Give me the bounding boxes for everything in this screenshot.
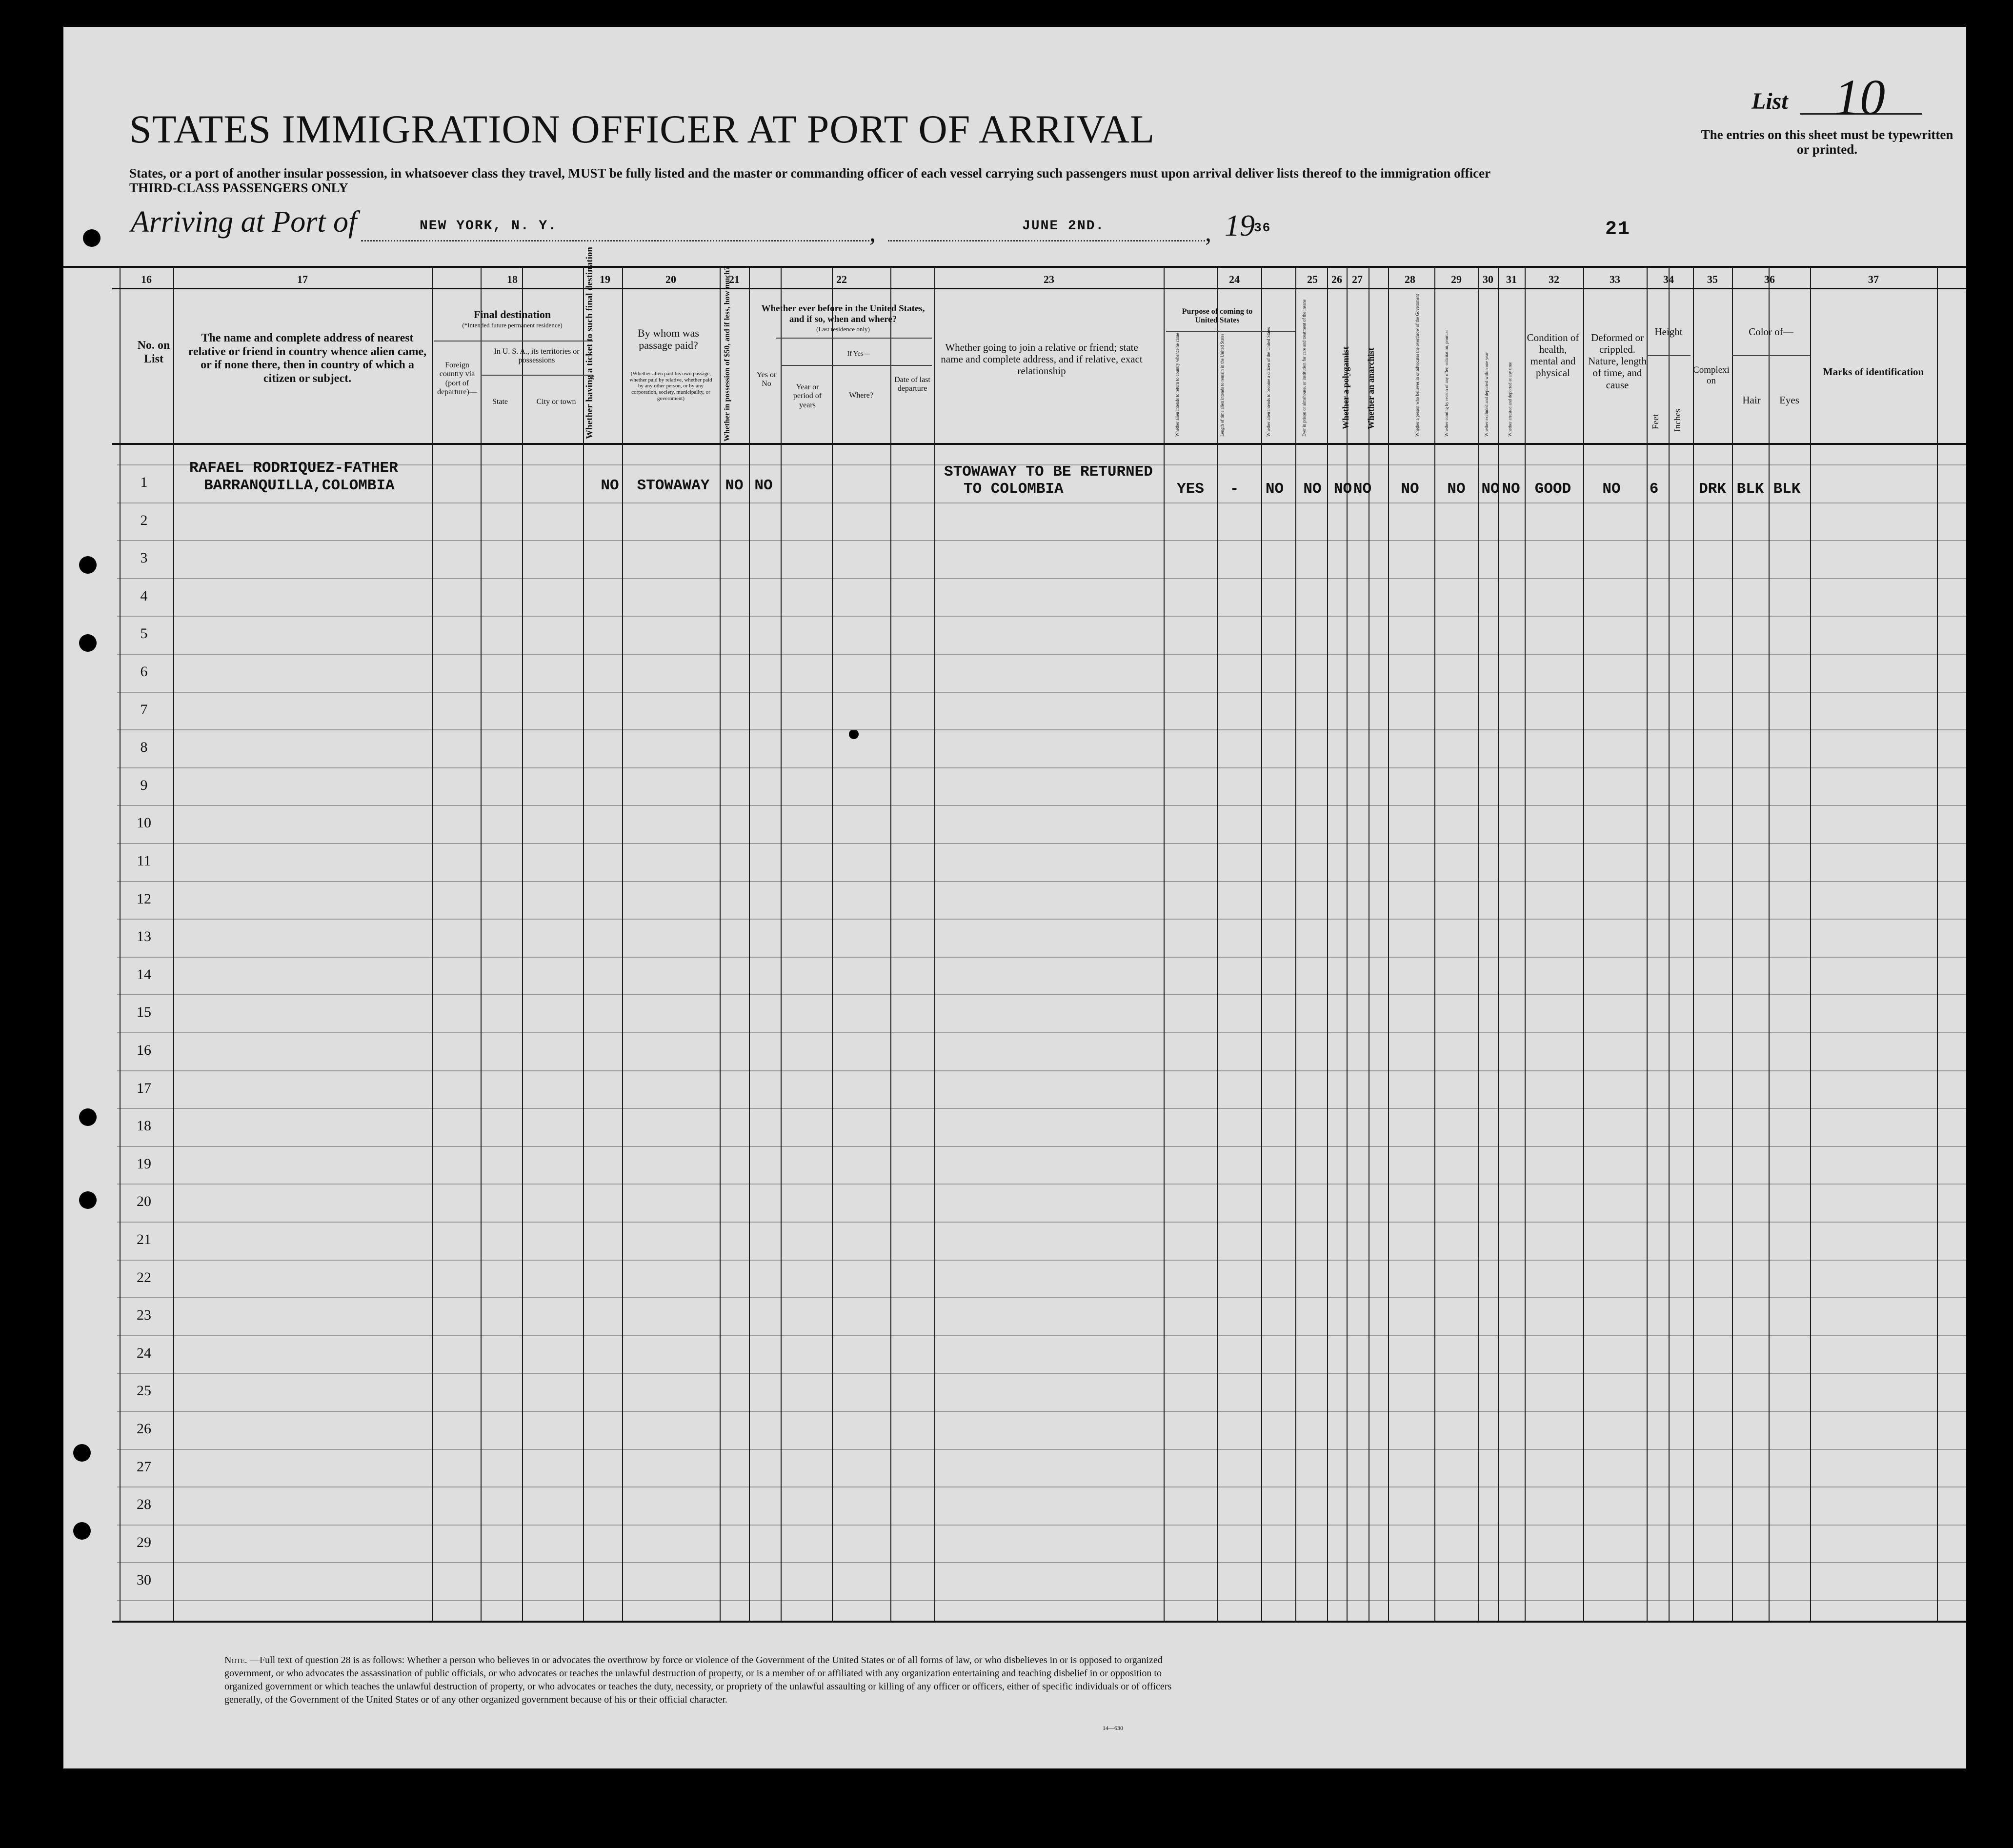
header-where: Where? — [849, 391, 873, 400]
list-number: 10 — [1834, 69, 1885, 125]
passage-paid-value: STOWAWAY — [637, 477, 710, 494]
header-joining-relative: Whether going to join a relative or friend; state name and complete address, and if relative, exact relationship — [941, 341, 1143, 377]
header-no-on-list: No. on List — [137, 339, 170, 365]
row-rule — [117, 502, 1966, 503]
punch-hole — [79, 634, 97, 652]
complexion-value: DRK — [1699, 481, 1726, 498]
footnote-text: —Full text of question 28 is as follows: Whether a person who believes in or advocates the overthrow by force or violence of the Government of the United States or of all forms of law, or who disbelieves in or is opposed to organized government, or who advocates the assassination of public officials, or who advocates or teaches the unlawful destruction of property, or is a member of or affiliated with any organization entertaining and teaching disbelief in or opposition to organized government or which teaches the unlawful destruction of property, or who advocates or teaches the duty, necessity, or propriety of the unlawful assaulting or killing of any officer or officers, either of specific individuals or of officers generally, of the Government of the United States or of any other organized government because of his or their official character. — [224, 1655, 1172, 1705]
typewritten-notice: The entries on this sheet must be typewritten or printed. — [1701, 127, 1953, 157]
row-number: 1 — [140, 474, 148, 490]
date-underline — [888, 240, 1205, 242]
row-rule — [117, 1411, 1966, 1412]
citizen-value: NO — [1265, 481, 1284, 498]
length-stay-value: - — [1229, 481, 1239, 498]
row-number: 11 — [137, 853, 151, 869]
height-feet-value: 6 — [1649, 481, 1659, 498]
comma: , — [1205, 219, 1211, 247]
column-number: 36 — [1764, 273, 1775, 285]
punch-hole — [79, 1108, 97, 1126]
column-rule — [622, 267, 623, 1622]
header-complexion: Complexion — [1693, 365, 1730, 386]
column-number: 28 — [1405, 273, 1415, 285]
row-rule — [117, 729, 1966, 730]
return-home-value: YES — [1177, 481, 1204, 498]
row-number: 9 — [140, 777, 148, 793]
row-rule — [117, 957, 1966, 958]
header-intends-return: Whether alien intends to return to country whence he came — [1175, 333, 1180, 437]
relative-name: RAFAEL RODRIQUEZ-FATHER — [189, 460, 398, 477]
rule — [1732, 355, 1810, 356]
row-rule — [117, 654, 1966, 655]
column-rule — [1327, 267, 1328, 1622]
rule — [776, 338, 932, 339]
rule — [781, 365, 932, 366]
relative-address: BARRANQUILLA,COLOMBIA — [204, 477, 395, 494]
header-foreign-country: Foreign country via (port of departure)— — [437, 361, 477, 397]
rule — [1166, 331, 1295, 332]
column-number: 24 — [1229, 273, 1240, 285]
punch-hole — [79, 1191, 97, 1209]
header-offer: Whether coming by reason of any offer, solicitation, promise — [1444, 329, 1449, 437]
header-inches: Inches — [1672, 409, 1682, 432]
column-rule — [432, 267, 433, 1622]
header-passage-paid: By whom was passage paid? — [638, 327, 699, 352]
sheet-number: 21 — [1605, 219, 1631, 241]
row-number: 13 — [137, 928, 151, 945]
health-value: GOOD — [1534, 481, 1571, 498]
column-number: 21 — [729, 273, 740, 285]
punch-hole — [79, 556, 97, 574]
column-rule — [832, 267, 833, 1622]
header-final-destination-sub: (*Intended future permanent residence) — [462, 321, 563, 329]
column-rule — [1810, 267, 1811, 1622]
hair-value: BLK — [1736, 481, 1764, 498]
column-rule — [173, 267, 174, 1622]
joining-line-2: TO COLOMBIA — [964, 481, 1064, 498]
row-number: 17 — [137, 1080, 151, 1096]
header-feet: Feet — [1651, 414, 1660, 429]
column-rule — [1647, 267, 1648, 1622]
row-number: 25 — [137, 1383, 151, 1399]
row-rule — [117, 843, 1966, 844]
row-number: 28 — [137, 1496, 151, 1513]
row-number: 26 — [137, 1421, 151, 1437]
column-number: 29 — [1451, 273, 1462, 285]
header-anarchist: Whether an anarchist — [1366, 347, 1376, 429]
header-eyes: Eyes — [1779, 394, 1799, 406]
header-become-citizen: Whether alien intends to become a citizen of the United States — [1266, 327, 1271, 437]
column-rule — [1347, 267, 1348, 1622]
money-value: NO — [725, 477, 744, 494]
prison-value: NO — [1303, 481, 1322, 498]
column-rule — [1295, 267, 1296, 1622]
column-number: 17 — [297, 273, 308, 285]
row-rule — [117, 1297, 1966, 1298]
header-deported: Whether arrested and deported at any time — [1508, 362, 1512, 437]
punch-hole — [73, 1444, 91, 1462]
header-prison: Ever in prison or almshouse, or institution for care and treatment of the insane — [1302, 299, 1307, 437]
column-rule — [749, 267, 750, 1622]
row-number: 10 — [137, 815, 151, 831]
column-number: 23 — [1044, 273, 1054, 285]
row-number: 5 — [140, 625, 148, 642]
form-number: 14—630 — [1103, 1725, 1123, 1731]
header-health: Condition of health, mental and physical — [1527, 332, 1579, 379]
row-number: 24 — [137, 1345, 151, 1361]
row-rule — [117, 805, 1966, 806]
table-top-border — [63, 266, 1966, 268]
port-of-arrival: NEW YORK, N. Y. — [420, 219, 558, 234]
row-rule — [117, 1146, 1966, 1147]
row-rule — [117, 1032, 1966, 1033]
column-number: 34 — [1663, 273, 1674, 285]
header-height: Height — [1654, 326, 1683, 338]
column-number: 26 — [1331, 273, 1342, 285]
header-date-departure: Date of last departure — [894, 376, 930, 393]
header-state: State — [492, 398, 508, 406]
table-number-band-border — [112, 288, 1966, 289]
row-rule — [117, 994, 1966, 995]
header-hair: Hair — [1742, 394, 1761, 406]
row-rule — [117, 1525, 1966, 1526]
row-number: 7 — [140, 701, 148, 718]
column-rule — [1261, 267, 1262, 1622]
header-before-in-us-sub: (Last residence only) — [816, 325, 870, 333]
arriving-label: Arriving at Port of — [131, 205, 357, 239]
row-number: 23 — [137, 1307, 151, 1324]
row-number: 15 — [137, 1004, 151, 1021]
row-rule — [117, 1373, 1966, 1374]
column-number: 20 — [665, 273, 676, 285]
column-rule — [481, 267, 482, 1622]
eyes-value: BLK — [1773, 481, 1801, 498]
row-rule — [117, 1222, 1966, 1223]
row-number: 20 — [137, 1193, 151, 1210]
column-rule — [1164, 267, 1165, 1622]
row-number: 8 — [140, 739, 148, 756]
rule — [481, 375, 593, 376]
column-rule — [1583, 267, 1584, 1622]
column-rule — [781, 267, 782, 1622]
column-number: 37 — [1868, 273, 1879, 285]
row-rule — [117, 1335, 1966, 1336]
row-rule — [117, 1260, 1966, 1261]
row-number: 21 — [137, 1231, 151, 1247]
column-number: 16 — [141, 273, 152, 285]
intro-line-1: States, or a port of another insular possession, in whatsoever class they travel, MUST be fully listed and the master or commanding officer of each vessel carrying such passengers must upon arrival deliver lists thereof to the immigration officer — [129, 166, 1491, 181]
column-number: 25 — [1307, 273, 1318, 285]
intro-line-2: THIRD-CLASS PASSENGERS ONLY — [129, 181, 348, 195]
row-number: 30 — [137, 1572, 151, 1588]
row-rule — [117, 1108, 1966, 1109]
column-number: 30 — [1483, 273, 1493, 285]
table-header-bottom — [112, 443, 1966, 445]
row-rule — [117, 1184, 1966, 1185]
row-number: 6 — [140, 663, 148, 680]
row-number: 29 — [137, 1534, 151, 1550]
punch-hole — [849, 729, 859, 739]
header-purpose: Purpose of coming to United States — [1182, 307, 1253, 325]
row-rule — [117, 1600, 1966, 1601]
row-number: 14 — [137, 966, 151, 983]
header-color-of: Color of— — [1749, 326, 1793, 338]
row-rule — [117, 881, 1966, 882]
header-year-period: Year or period of years — [793, 383, 822, 409]
comma: , — [869, 219, 876, 247]
row-number: 16 — [137, 1042, 151, 1058]
row-number: 19 — [137, 1155, 151, 1172]
ticket-value: NO — [601, 477, 619, 494]
column-number: 27 — [1352, 273, 1363, 285]
header-marks: Marks of identification — [1823, 366, 1924, 378]
header-final-destination: Final destination — [473, 308, 551, 321]
row-rule — [117, 1486, 1966, 1487]
row-number: 22 — [137, 1269, 151, 1286]
header-overthrow: Whether a person who believes in or advocates the overthrow of the Government — [1415, 294, 1420, 437]
row-number: 3 — [140, 550, 148, 566]
column-rule — [583, 267, 584, 1622]
column-rule — [1732, 267, 1733, 1622]
row-number: 12 — [137, 890, 151, 907]
column-number: 19 — [600, 273, 610, 285]
header-fifty-dollars: Whether in possession of $50, and if less, how much? — [723, 266, 731, 442]
header-in-usa: In U. S. A., its territories or possessions — [494, 347, 580, 365]
column-rule — [1388, 267, 1389, 1622]
column-number: 35 — [1707, 273, 1718, 285]
column-number: 33 — [1610, 273, 1620, 285]
header-ticket: Whether having a ticket to such final destination — [584, 247, 595, 439]
row-rule — [117, 767, 1966, 768]
column-rule — [890, 267, 891, 1622]
row-rule — [117, 578, 1966, 579]
column-rule — [1769, 267, 1770, 1622]
row-rule — [117, 1562, 1966, 1563]
arrival-date: JUNE 2ND. — [1022, 219, 1105, 234]
page-title: STATES IMMIGRATION OFFICER AT PORT OF ARRIVAL — [129, 107, 1155, 151]
header-polygamist: Whether a polygamist — [1341, 346, 1350, 429]
column-rule — [1498, 267, 1499, 1622]
year-suffix: 36 — [1254, 221, 1271, 235]
polygamist-value: NO — [1333, 481, 1352, 498]
column-number: 22 — [836, 273, 847, 285]
port-underline — [361, 240, 873, 242]
row-number: 4 — [140, 587, 148, 604]
row-rule — [117, 919, 1966, 920]
row-number: 27 — [137, 1458, 151, 1475]
year-prefix: 19 — [1225, 209, 1255, 242]
column-rule — [1693, 267, 1694, 1622]
column-number: 18 — [507, 273, 518, 285]
punch-hole — [83, 229, 101, 247]
header-before-in-us: Whether ever before in the United States, and if so, when and where? — [761, 303, 925, 324]
before-in-us-value: NO — [754, 477, 773, 494]
rule — [1647, 355, 1691, 356]
header-city: City or town — [536, 398, 576, 406]
header-length-stay: Length of time alien intends to remain in the United States — [1220, 334, 1225, 437]
deported-value: NO — [1502, 481, 1520, 498]
header-yes-no: Yes or No — [756, 371, 777, 388]
row-rule — [117, 1070, 1966, 1071]
table-bottom-border — [112, 1621, 1966, 1623]
column-rule — [1434, 267, 1435, 1622]
list-label: List — [1751, 88, 1788, 114]
anarchist-value: NO — [1353, 481, 1372, 498]
overthrow-value: NO — [1401, 481, 1419, 498]
column-rule — [934, 267, 935, 1622]
column-number: 32 — [1549, 273, 1559, 285]
column-rule — [720, 267, 721, 1622]
column-rule — [1937, 267, 1938, 1622]
offer-value: NO — [1447, 481, 1466, 498]
header-nearest-relative: The name and complete address of nearest relative or friend in country whence alien came, or if none there, then in country of which a citizen or subject. — [188, 332, 427, 385]
row-number: 18 — [137, 1118, 151, 1134]
column-rule — [1217, 267, 1218, 1622]
row-number: 2 — [140, 512, 148, 528]
joining-line-1: STOWAWAY TO BE RETURNED — [944, 463, 1153, 481]
excluded-value: NO — [1481, 481, 1500, 498]
row-rule — [117, 616, 1966, 617]
footnote-label: Note. — [224, 1655, 247, 1666]
row-rule — [117, 692, 1966, 693]
column-rule — [1478, 267, 1479, 1622]
row-rule — [117, 1449, 1966, 1450]
header-excluded: Whether excluded and deported within one year — [1484, 352, 1489, 437]
column-rule — [1525, 267, 1526, 1622]
punch-hole — [73, 1522, 91, 1540]
header-if-yes: If Yes— — [847, 350, 870, 358]
column-rule — [1669, 267, 1670, 1622]
column-rule — [522, 267, 523, 1622]
deformed-value: NO — [1602, 481, 1621, 498]
row-rule — [117, 540, 1966, 541]
column-number: 31 — [1506, 273, 1517, 285]
header-deformed: Deformed or crippled. Nature, length of time, and cause — [1588, 332, 1647, 391]
header-passage-paid-sub: (Whether alien paid his own passage, whether paid by relative, whether paid by any other person, or by any corporation, society, municipality, or government) — [629, 371, 712, 402]
